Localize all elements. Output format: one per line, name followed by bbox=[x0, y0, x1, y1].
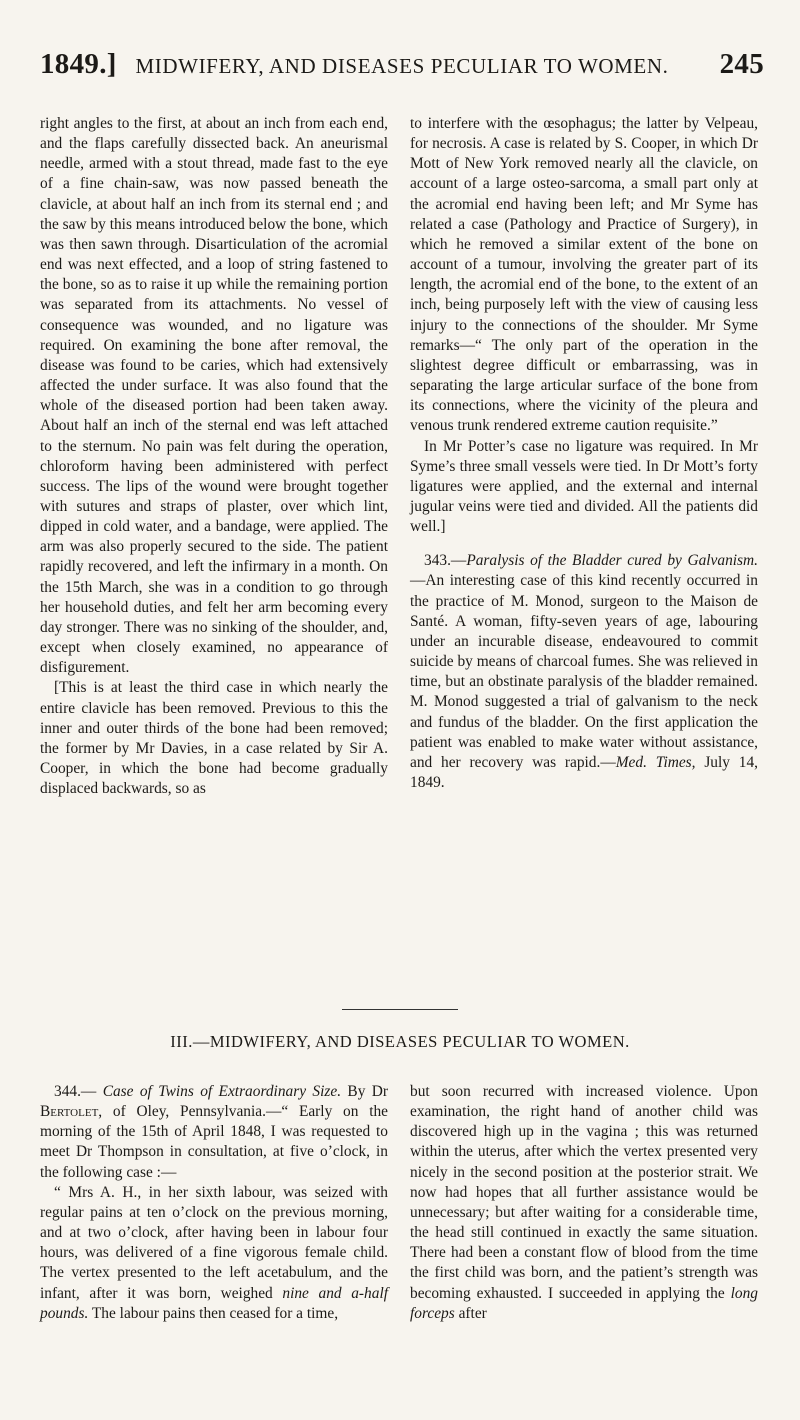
article-body: —An interesting case of this kind recently occurred in the practice of M. Monod, surgeon to the Maison de Santé. A woman, fifty-seven years of age, labouring under an incurable disease, endeavoured to commit suicide by means of charcoal fumes. She was relieved in time, but an obstinate paralysis of the bladder remained. M. Monod suggested a trial of galvanism to the neck and fundus of the bladder. On the first application the patient was enabled to make water without assistance, and her recovery was rapid.— bbox=[410, 572, 758, 771]
case-text: but soon recurred with increased violence. Upon examination, the right hand of another child was discovered high up in the vagina ; this was returned within the uterus, after which the vertex presented very nicely in the second position at the posterior strait. We now had hopes that all further assistance would be unnecessary; but after waiting for a considerable time, the head still continued in exactly the same situation. There had been a constant flow of blood from the time the first child was born, and the patient’s strength was becoming exhausted. I succeeded in applying the bbox=[410, 1083, 758, 1302]
article-author: Bertolet bbox=[40, 1103, 99, 1121]
running-header bbox=[40, 48, 764, 88]
left-column-top bbox=[40, 114, 388, 799]
paragraph-editor-note: [This is at least the third case in which nearly the entire clavicle has been removed. Previous to this the inner and outer thirds of the bone had been removed; the former by Mr Davies, in a case related by Sir A. Cooper, in which the bone had become gradually displaced backwards, so as bbox=[40, 679, 388, 798]
infant-weight: nine and a-half pounds. bbox=[40, 1284, 388, 1322]
paragraph-case-history bbox=[40, 1183, 388, 1324]
article-number: 344.— bbox=[54, 1083, 103, 1100]
paragraph-case-continued bbox=[410, 1082, 758, 1324]
paragraph-clavicle-operation: right angles to the first, at about an inch from each end, and the flaps carefully dissected back. An aneurismal needle, armed with a stout thread, made fast to the eye of a fine chain-saw, was now passed beneath the clavicle, at about half an inch from its sternal end ; and the saw by this means introduced below the bone, which was then sawn through. Disarticulation of the acromial end was next effected, and a loop of string fastened to the bone, so as to raise it up while the remaining portion was separated from its attachments. No vessel of consequence was wounded, and no ligature was required. On examining the bone after removal, the disease was found to be caries, which had extensively affected the under surface. It was also found that the whole of the diseased portion had been taken away. About half an inch of the sternal end was left attached to the sternum. No pain was felt during the operation, chloroform having been administered with perfect success. The lips of the wound were brought together with sutures and straps of plaster, over which lint, dipped in cold water, and a bandage, were applied. The arm was also properly secured to the side. The patient rapidly recovered, and left the infirmary in a month. On the 15th March, she was in a condition to go through her household duties, and felt her arm becoming every day stronger. There was no sinking of the shoulder, and, except when closely examined, no appearance of disfigurement. bbox=[40, 115, 388, 677]
article-number: 343.— bbox=[424, 552, 467, 570]
paragraph-editor-note-continued: to interfere with the œsophagus; the latter by Velpeau, for necrosis. A case is related by S. Cooper, in which Dr Mott of New York removed nearly all the clavicle, on account of a large osteo-sarcoma, a small part only at the acromial end having been left; and Mr Syme has related a case (Pathology and Practice of Surgery), in which he removed a similar extent of the bone on account of a tumour, involving the greater part of its length, the acromial end of the bone, to the extent of an inch, being purposely left with the view of causing less injury to the connections of the shoulder. Mr Syme remarks—“ The only part of the operation in the slightest degree difficult or embarrassing, was in separating the large articular surface of the bone from its connections, where the vicinity of the pleura and venous trunk rendered extreme caution requisite.” bbox=[410, 115, 758, 435]
article-date: July 14, 1849. bbox=[410, 753, 759, 791]
case-text-continued: The labour pains then ceased for a time, bbox=[88, 1304, 339, 1322]
case-text: “ Mrs A. H., in her sixth labour, was seized with regular pains at ten o’clock on the previous morning, and at two o’clock, after having been in labour four hours, was delivered of a fine vigorous female child. The vertex presented to the left acetabulum, and the infant, after it was born, weighed bbox=[40, 1183, 388, 1302]
article-title: Case of Twins of Extraordinary Size. bbox=[102, 1083, 342, 1100]
paragraph-ligature-note: In Mr Potter’s case no ligature was required. In Mr Syme’s three small vessels were tied. In Dr Mott’s forty ligatures were applied, and the external and internal jugular veins were tied and divided. All the patients did well.] bbox=[410, 437, 758, 536]
article-source: Med. Times, bbox=[615, 753, 696, 771]
header-title: MIDWIFERY, AND DISEASES PECULIAR TO WOMEN. bbox=[135, 54, 669, 78]
page-number: 245 bbox=[719, 48, 764, 80]
article-body: , of Oley, Pennsylvania.—“ Early on the morning of the 15th of April 1848, I was requested to meet Dr Thompson in consultation, at five o’clock, in the following case :— bbox=[40, 1103, 388, 1181]
section-title: III.—MIDWIFERY, AND DISEASES PECULIAR TO WOMEN. bbox=[170, 1032, 630, 1051]
right-column-top bbox=[410, 114, 758, 793]
case-text-end: after bbox=[454, 1304, 487, 1322]
instrument-name: long forceps bbox=[410, 1284, 758, 1322]
article-344 bbox=[40, 1082, 388, 1183]
article-byline: By Dr bbox=[341, 1083, 389, 1100]
article-343 bbox=[410, 551, 758, 793]
right-column-bottom bbox=[410, 1082, 758, 1324]
header-year: 1849.] bbox=[40, 48, 117, 80]
article-title: Paralysis of the Bladder cured by Galvanism. bbox=[466, 552, 758, 570]
section-divider bbox=[342, 1009, 458, 1010]
left-column-bottom bbox=[40, 1082, 388, 1324]
